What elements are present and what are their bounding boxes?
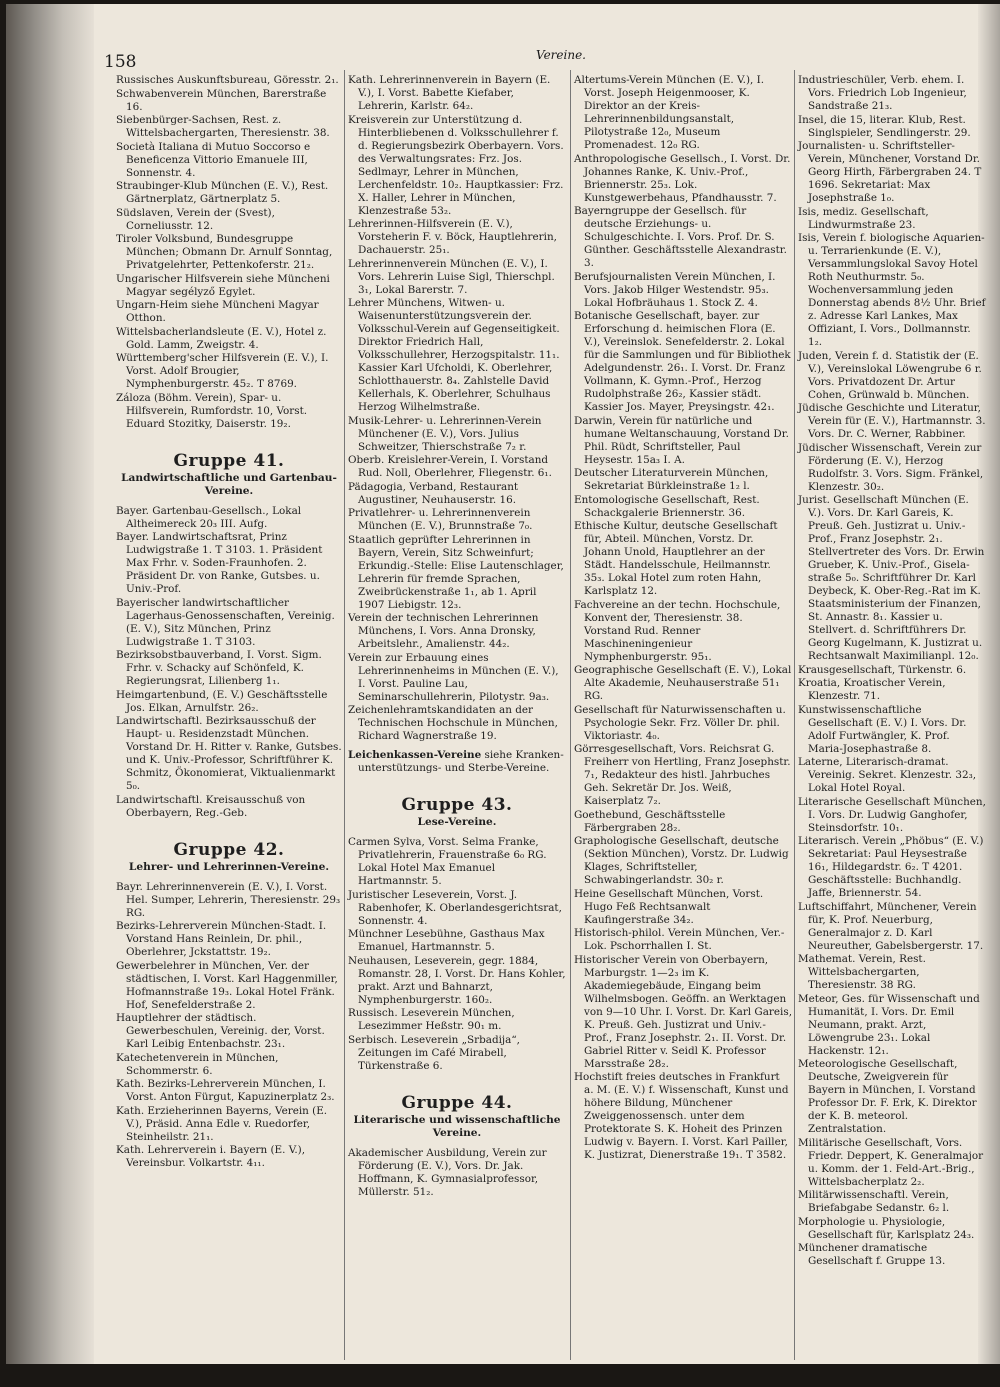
directory-entry: Carmen Sylva, Vorst. Selma Franke, Privatlehrerin, Frauenstraße 6₀ RG. Lokal Hotel Max Emanuel Hartmannstr. 5. <box>348 836 547 887</box>
directory-entry: Juristischer Leseverein, Vorst. J. Rabenhofer, K. Oberlandesgerichtsrat, Sonnenstr. 4. <box>348 888 562 927</box>
directory-entry: Serbisch. Leseverein „Srbadija“, Zeitungen im Café Mirabell, Türkenstraße 6. <box>348 1033 520 1072</box>
column-2 <box>348 74 566 1199</box>
directory-entry: Juden, Verein f. d. Statistik der (E. V.), Vereinslokal Löwengrube 6 r. Vors. Privatdozent Dr. Artur Cohen, Grünwald b. München. <box>798 349 982 401</box>
directory-entry: Katechetenverein in München, Schommerstr. 6. <box>116 1051 279 1077</box>
entry-list <box>116 505 342 820</box>
directory-entry: Isis, Verein f. biologische Aquarien- u. Terrarienkunde (E. V.), Versammlungslokal Savoy Hotel Roth Neuthurmstr. 5₀. Wochenversammlung jeden Donnerstag abends 8½ Uhr. Brief z. Adresse Karl Lankes, Max Offiziant, I. Vors., Dollmannstr. 1₂. <box>798 232 986 348</box>
directory-entry: Ethische Kultur, deutsche Gesellschaft für, Abteil. München, Vorstz. Dr. Johann Unold, Hauptlehrer an der Städt. Handelsschule, Heilmannstr. 35₃. Lokal Hotel zum roten Hahn, Karlsplatz 12. <box>574 520 778 597</box>
directory-entry: Verein der technischen Lehrerinnen Münchens, I. Vors. Anna Dronsky, Arbeitslehr., Amalienstr. 44₂. <box>348 612 539 650</box>
directory-entry: Historischer Verein von Oberbayern, Marburgstr. 1—2₃ im K. Akademiegebäude, Eingang beim Wilhelmsbogen. Geöffn. an Werktagen von 9—10 Uhr. I. Vorst. Dr. Karl Gareis, K. Preuß. Geh. Justizrat und Univ.-Prof., Franz Josephstr. 2₁. II. Vorst. Dr. Gabriel Ritter v. Seidl K. Professor Marsstraße 28₂. <box>574 953 793 1070</box>
directory-entry: Anthropologische Gesellsch., I. Vorst. Dr. Johannes Ranke, K. Univ.-Prof., Briennerstr. 25₃. Lok. Kunstgewerbehaus, Pfandhausstr. 7. <box>574 152 791 204</box>
directory-entry: Gewerbelehrer in München, Ver. der städtischen, I. Vorst. Karl Haggenmiller, Hofmannstraße 19₃. Lokal Hotel Fränk. Hof, Senefelderstraße 2. <box>116 959 338 1011</box>
group-title: Gruppe 44. <box>401 1092 513 1113</box>
column-4 <box>798 74 986 1269</box>
directory-entry: Fachvereine an der techn. Hochschule, Konvent der, Theresienstr. 38. Vorstand Rud. Renner Maschineningenieur Nymphenburgerstr. 95₁. <box>574 598 781 663</box>
directory-entry: Tiroler Volksbund, Bundesgruppe München; Obmann Dr. Arnulf Sonntag, Privatgelehrter, Pettenkoferstr. 21₂. <box>116 233 333 271</box>
directory-entry: Lehrerinnen-Hilfsverein (E. V.), Vorsteherin F. v. Böck, Hauptlehrerin, Dachauerstr. 25₁. <box>348 218 557 256</box>
directory-entry: Kroatia, Kroatischer Verein, Klenzestr. 71. <box>798 677 946 702</box>
directory-entry: Verein zur Erbauung eines Lehrerinnenheims in München (E. V.), I. Vorst. Pauline Lau, Seminarschullehrerin, Pilotystr. 9a₃. <box>348 651 559 703</box>
directory-entry: Wittelsbacherlandsleute (E. V.), Hotel z. Gold. Lamm, Zweigstr. 4. <box>116 325 327 351</box>
book-binding-shadow <box>6 4 94 1364</box>
column-rule <box>344 70 345 1360</box>
directory-entry: Kath. Lehrerinnenverein in Bayern (E. V.), I. Vorst. Babette Kiefaber, Lehrerin, Karlstr. 64₂. <box>348 74 551 112</box>
directory-entry: Goethebund, Geschäftsstelle Färbergraben 28₂. <box>574 808 726 834</box>
directory-entry: Entomologische Gesellschaft, Rest. Schackgalerie Briennerstr. 36. <box>574 493 760 519</box>
directory-entry: Russisches Auskunftsbureau, Göresstr. 2₁. <box>116 74 339 86</box>
note-text: siehe Kranken-unterstützungs- und Sterbe-Vereine. <box>358 749 564 774</box>
directory-entry: Bayr. Lehrerinnenverein (E. V.), I. Vorst. Hel. Sumper, Lehrerin, Theresienstr. 29₃ RG. <box>116 880 341 919</box>
directory-entry: Gesellschaft für Naturwissenschaften u. Psychologie Sekr. Frz. Völler Dr. phil. Viktoriastr. 4₀. <box>574 703 786 742</box>
running-head: Vereine. <box>536 48 586 62</box>
directory-entry: Württemberg'scher Hilfsverein (E. V.), I. Vorst. Adolf Brougier, Nymphenburgerstr. 45₂. T 8769. <box>116 352 329 390</box>
entry-list <box>798 74 986 1268</box>
directory-entry: Insel, die 15, literar. Klub, Rest. Singlspieler, Sendlingerstr. 29. <box>798 113 971 139</box>
cross-reference-note <box>348 749 566 775</box>
directory-entry: Militärische Gesellschaft, Vors. Friedr. Deppert, K. Generalmajor u. Komm. der 1. Feld-Art.-Brig., Wittelsbacherplatz 2₂. <box>798 1136 984 1188</box>
directory-entry: Militärwissenschaftl. Verein, Briefabgabe Sedanstr. 6₂ l. <box>798 1189 950 1214</box>
directory-entry: Jüdischer Wissenschaft, Verein zur Förderung (E. V.), Herzog Rudolfstr. 3. Vors. Sigm. Fränkel, Klenzestr. 30₂. <box>798 441 984 493</box>
directory-entry: Straubinger-Klub München (E. V.), Rest. Gärtnerplatz, Gärtnerplatz 5. <box>116 180 329 205</box>
directory-entry: Oberb. Kreislehrer-Verein, I. Vorstand Rud. Noll, Oberlehrer, Fliegenstr. 6₁. <box>348 454 552 479</box>
column-rule <box>570 70 571 1360</box>
directory-entry: Morphologie u. Physiologie, Gesellschaft für, Karlsplatz 24₃. <box>798 1215 975 1241</box>
directory-entry: Luftschiffahrt, Münchener, Verein für, K. Prof. Neuerburg, Generalmajor z. D. Karl Neureuther, Gabelsbergerstr. 17. <box>798 900 984 952</box>
directory-entry: Kath. Erzieherinnen Bayerns, Verein (E. V.), Präsid. Anna Edle v. Ruedorfer, Steinheilstr. 21₁. <box>116 1104 328 1143</box>
group-subtitle: Landwirtschaftliche und Gartenbau-Vereine. <box>121 471 337 497</box>
directory-entry: Akademischer Ausbildung, Verein zur Förderung (E. V.), Vors. Dr. Jak. Hoffmann, K. Gymnasialprofessor, Müllerstr. 51₂. <box>348 1146 547 1198</box>
directory-entry: Bezirksobstbauverband, I. Vorst. Sigm. Frhr. v. Schacky auf Schönfeld, K. Regierungsrat, Lilienberg 1₁. <box>116 649 322 687</box>
directory-entry: Lehrerinnenverein München (E. V.), I. Vors. Lehrerin Luise Sigl, Thierschpl. 3₁, Lokal Barerstr. 7. <box>348 257 555 296</box>
directory-entry: Münchener dramatische Gesellschaft f. Gruppe 13. <box>798 1242 946 1267</box>
group-subtitle: Lehrer- und Lehrerinnen-Vereine. <box>128 860 330 873</box>
directory-entry: Meteorologische Gesellschaft, Deutsche, Zweigverein für Bayern in München, I. Vorstand Professor Dr. F. Erk, K. Direktor der K. B. meteorol. Zentralstation. <box>798 1058 977 1135</box>
directory-entry: Pädagogia, Verband, Restaurant Augustiner, Neuhauserstr. 16. <box>348 480 519 506</box>
entry-list <box>574 74 792 1162</box>
directory-entry: Meteor, Ges. für Wissenschaft und Humanität, I. Vors. Dr. Emil Neumann, prakt. Arzt, Löwengrube 23₁. Lokal Hackenstr. 12₁. <box>798 992 980 1057</box>
directory-entry: Berufsjournalisten Verein München, I. Vors. Jakob Hilger Westendstr. 95₃. Lokal Hofbräuhaus 1. Stock Z. 4. <box>574 270 776 309</box>
directory-entry: Bayerischer landwirtschaftlicher Lagerhaus-Genossenschaften, Vereinig. (E. V.), Sitz München, Prinz Ludwigstraße 1. T 3103. <box>116 596 335 648</box>
directory-entry: Landwirtschaftl. Bezirksausschuß der Haupt- u. Residenzstadt München. Vorstand Dr. H. Ritter v. Ranke, Gutsbes. und K. Univ.-Professor, Schriftführer K. Schmitz, Ökonomierat, Viktualienmarkt 5₀. <box>116 715 342 792</box>
group-subtitle: Lese-Vereine. <box>417 816 497 828</box>
directory-entry: Deutscher Literaturverein München, Sekretariat Bürkleinstraße 1₂ l. <box>574 467 769 492</box>
directory-entry: Altertums-Verein München (E. V.), I. Vorst. Joseph Heigenmooser, K. Direktor an der Kreis-Lehrerinnenbildungsanstalt, Pilotystraße 12₀, Museum Promenadest. 12₀ RG. <box>574 74 765 151</box>
directory-entry: Isis, mediz. Gesellschaft, Lindwurmstraße 23. <box>798 205 929 231</box>
directory-entry: Industrieschüler, Verb. ehem. I. Vors. Friedrich Lob Ingenieur, Sandstraße 21₃. <box>798 74 967 112</box>
directory-entry: Zeichenlehramtskandidaten an der Technischen Hochschule in München, Richard Wagnerstraße 19. <box>348 704 558 742</box>
directory-entry: Bayer. Gartenbau-Gesellsch., Lokal Altheimereck 20₃ III. Aufg. <box>116 504 302 530</box>
directory-entry: Botanische Gesellschaft, bayer. zur Erforschung d. heimischen Flora (E. V.), Vereinslok. Senefelderstr. 2. Lokal für die Sammlungen und für Bibliothek Adelgundenstr. 26₁. I. Vorst. Dr. Franz Vollmann, K. Gymn.-Prof., Herzog Rudolphstraße 26₂, Kassier städt. Kassier Jos. Mayer, Preysingstr. 42₁. <box>574 310 791 413</box>
directory-entry: Bayer. Landwirtschaftsrat, Prinz Ludwigstraße 1. T 3103. 1. Präsident Max Frhr. v. Soden-Fraunhofen. 2. Präsident Dr. von Ranke, Gutsbes. u. Univ.-Prof. <box>116 531 323 595</box>
column-rule <box>794 70 795 1360</box>
entry-list <box>116 881 342 1171</box>
directory-entry: Görresgesellschaft, Vors. Reichsrat G. Freiherr von Hertling, Franz Josephstr. 7₁, Redakteur des histl. Jahrbuches Geh. Sekretär Dr. Jos. Weiß, Kaiserplatz 7₂. <box>574 743 791 807</box>
directory-entry: Schwabenverein München, Barerstraße 16. <box>116 87 327 113</box>
directory-entry: Kath. Lehrerverein i. Bayern (E. V.), Vereinsbur. Volkartstr. 4₁₁. <box>116 1144 306 1169</box>
page-number: 158 <box>104 52 137 72</box>
directory-entry: Kunstwissenschaftliche Gesellschaft (E. V.) I. Vors. Dr. Adolf Furtwängler, K. Prof. Maria-Josephastraße 8. <box>798 703 967 755</box>
directory-entry: Ungarischer Hilfsverein siehe Müncheni Magyar segélyző Egylet. <box>116 272 330 298</box>
directory-entry: Bayerngruppe der Gesellsch. für deutsche Erziehungs- u. Schulgeschichte. I. Vors. Prof. Dr. S. Günther. Geschäftsstelle Alexandrastr. 3. <box>574 205 787 269</box>
directory-entry: Laterne, Literarisch-dramat. Vereinig. Sekret. Klenzestr. 32₃, Lokal Hotel Royal. <box>798 756 977 794</box>
directory-entry: Geographische Gesellschaft (E. V.), Lokal Alte Akademie, Neuhauserstraße 51₁ RG. <box>574 664 792 702</box>
directory-entry: Ungarn-Heim siehe Müncheni Magyar Otthon. <box>116 299 319 324</box>
directory-entry: Graphologische Gesellschaft, deutsche (Sektion München), Vorstz. Dr. Ludwig Klages, Schriftsteller, Schwabingerlandstr. 30₂ r. <box>574 835 789 886</box>
entry-list <box>348 1147 566 1199</box>
entry-list <box>116 74 342 431</box>
directory-entry: Hauptlehrer der städtisch. Gewerbeschulen, Vereinig. der, Vorst. Karl Leibig Entenbachstr. 23₁. <box>116 1012 325 1050</box>
directory-entry: Literarisch. Verein „Phöbus“ (E. V.) Sekretariat: Paul Heysestraße 16₁, Hildegardstr. 6₂. T 4201. Geschäftsstelle: Buchhandlg. Jaffe, Briennerstr. 54. <box>798 835 984 899</box>
directory-entry: Neuhausen, Leseverein, gegr. 1884, Romanstr. 28, I. Vorst. Dr. Hans Kohler, prakt. Arzt und Bahnarzt, Nymphenburgerstr. 160₂. <box>348 954 566 1006</box>
entry-list <box>348 74 566 743</box>
directory-entry: Siebenbürger-Sachsen, Rest. z. Wittelsbachergarten, Theresienstr. 38. <box>116 114 330 139</box>
directory-entry: Russisch. Leseverein München, Lesezimmer Heßstr. 90₁ m. <box>348 1007 515 1032</box>
directory-entry: Heine Gesellschaft München, Vorst. Hugo Feß Rechtsanwalt Kaufingerstraße 34₂. <box>574 887 764 926</box>
entry-list <box>348 836 566 1073</box>
directory-entry: Kath. Bezirks-Lehrerverein München, I. Vorst. Anton Fürgut, Kapuzinerplatz 2₃. <box>116 1078 335 1103</box>
directory-entry: Lehrer Münchens, Witwen- u. Waisenunterstützungsverein der. Volksschul-Verein auf Gegenseitigkeit. Direktor Friedrich Hall, Volksschullehrer, Herzogspitalstr. 11₁. Kassier Karl Ufcholdi, K. Oberlehrer, Schlotthauerstr. 8₄. Zahlstelle David Kellerhals, K. Oberlehrer, Schulhaus Herzog Wilhelmstraße. <box>348 297 560 413</box>
directory-entry: Záloza (Böhm. Verein), Spar- u. Hilfsverein, Rumfordstr. 10, Vorst. Eduard Stozitky, Daiserstr. 19₂. <box>116 391 308 430</box>
column-1 <box>116 74 342 1171</box>
directory-entry: Mathemat. Verein, Rest. Wittelsbachergarten, Theresienstr. 38 RG. <box>798 953 926 991</box>
group-subtitle: Literarische und wissenschaftliche Vereine. <box>353 1113 561 1139</box>
directory-entry: Kreisverein zur Unterstützung d. Hinterbliebenen d. Volksschullehrer f. d. Regierungsbezirk Oberbayern. Vors. des Verwaltungsrates: Frz. Jos. Sedlmayr, Lehrer in München, Lerchenfeldstr. 10₂. Hauptkassier: Frz. X. Haller, Lehrer in München, Klenzestraße 53₂. <box>348 113 564 217</box>
directory-entry: Heimgartenbund, (E. V.) Geschäftsstelle Jos. Elkan, Arnulfstr. 26₂. <box>116 688 328 714</box>
group-title: Gruppe 43. <box>401 795 513 815</box>
directory-entry: Darwin, Verein für natürliche und humane Weltanschauung, Vorstand Dr. Phil. Rüdt, Schriftsteller, Paul Heysestr. 15a₃ I. A. <box>574 414 789 466</box>
group-title: Gruppe 42. <box>173 839 285 860</box>
directory-entry: Landwirtschaftl. Kreisausschuß von Oberbayern, Reg.-Geb. <box>116 793 306 819</box>
directory-entry: Jüdische Geschichte und Literatur, Verein für (E. V.), Hartmannstr. 3. Vors. Dr. C. Werner, Rabbiner. <box>798 402 986 440</box>
directory-entry: Bezirks-Lehrerverein München-Stadt. I. Vorstand Hans Reinlein, Dr. phil., Oberlehrer, Jckstattstr. 19₂. <box>116 920 327 958</box>
book-page <box>6 4 1000 1364</box>
directory-entry: Hochstift freies deutsches in Frankfurt a. M. (E. V.) f. Wissenschaft, Kunst und höhere Bildung, Münchener Zweiggenossensch. unter dem Protektorate S. K. Hoheit des Prinzen Ludwig v. Bayern. I. Vorst. Karl Pailler, K. Justizrat, Dienerstraße 19₁. T 3582. <box>574 1071 789 1161</box>
directory-entry: Staatlich geprüfter Lehrerinnen in Bayern, Verein, Sitz Schweinfurt; Erkundig.-Stelle: Elise Lautenschlager, Lehrerin für fremde Sprachen, Zweibrückenstraße 1₁, ab 1. April 1907 Liebigstr. 12₃. <box>348 533 564 611</box>
directory-entry: Historisch-philol. Verein München, Ver.-Lok. Pschorrhallen I. St. <box>574 927 785 952</box>
directory-entry: Società Italiana di Mutuo Soccorso e Beneficenza Vittorio Emanuele III, Sonnenstr. 4. <box>116 140 311 179</box>
directory-entry: Privatlehrer- u. Lehrerinnenverein München (E. V.), Brunnstraße 7₀. <box>348 507 533 532</box>
directory-entry: Münchner Lesebühne, Gasthaus Max Emanuel, Hartmannstr. 5. <box>348 928 545 953</box>
directory-entry: Literarische Gesellschaft München, I. Vors. Dr. Ludwig Ganghofer, Steinsdorfstr. 10₁. <box>798 795 986 834</box>
directory-entry: Jurist. Gesellschaft München (E. V.). Vors. Dr. Karl Gareis, K. Preuß. Geh. Justizrat u. Univ.-Prof., Franz Josephstr. 2₁. Stellvertreter des Vors. Dr. Erwin Grueber, K. Univ.-Prof., Gisela-straße 5₀. Schriftführer Dr. Karl Deybeck, K. Ober-Reg.-Rat im K. Staatsministerium der Finanzen, St. Annastr. 8₁. Kassier u. Stellvert. d. Schriftführers Dr. Georg Kugelmann, K. Justizrat u. Rechtsanwalt Maximilianpl. 12₀. <box>798 494 985 662</box>
directory-entry: Musik-Lehrer- u. Lehrerinnen-Verein Münchener (E. V.), Vors. Julius Schweitzer, Thierschstraße 7₂ r. <box>348 414 542 453</box>
directory-entry: Journalisten- u. Schriftsteller-Verein, Münchener, Vorstand Dr. Georg Hirth, Färbergraben 24. T 1696. Sekretariat: Max Josephstraße 1₀. <box>798 140 982 204</box>
directory-entry: Südslaven, Verein der (Svest), Corneliusstr. 12. <box>116 206 275 232</box>
column-3 <box>574 74 792 1163</box>
group-title: Gruppe 41. <box>173 450 285 471</box>
directory-entry: Krausgesellschaft, Türkenstr. 6. <box>798 663 967 676</box>
note-lead: Leichenkassen-Vereine <box>348 749 482 761</box>
